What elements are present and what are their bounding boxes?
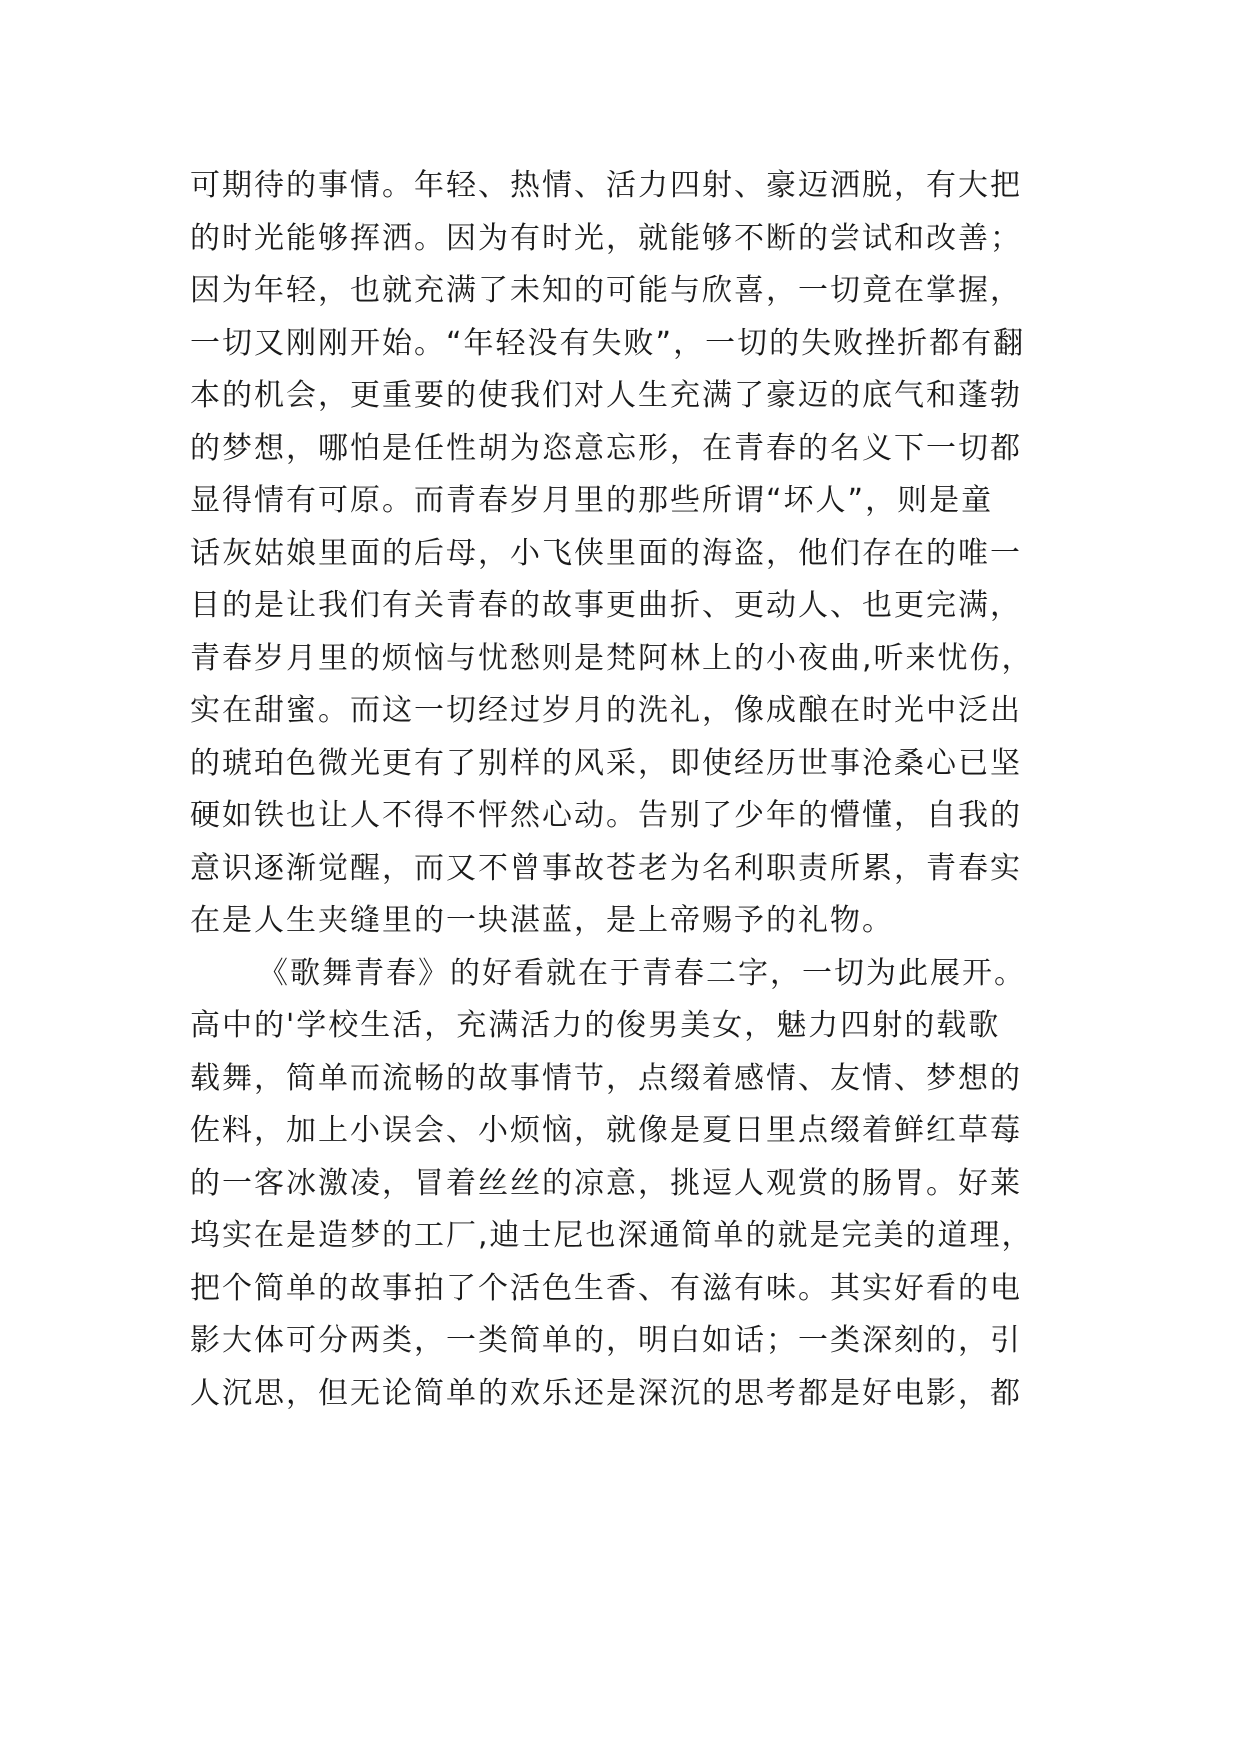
text-line: 把个简单的故事拍了个活色生香、有滋有味。其实好看的电 — [190, 1270, 1022, 1306]
text-line: 话灰姑娘里面的后母，小飞侠里面的海盗，他们存在的唯一 — [190, 535, 1022, 571]
text-line: 的时光能够挥洒。因为有时光，就能够不断的尝试和改善； — [190, 220, 1022, 256]
text-line: 实在甜蜜。而这一切经过岁月的洗礼，像成酿在时光中泛出 — [190, 693, 1022, 728]
text-line: 的琥珀色微光更有了别样的风采，即使经历世事沧桑心已坚 — [190, 745, 1022, 781]
text-line: 载舞，简单而流畅的故事情节，点缀着感情、友情、梦想的 — [190, 1060, 1022, 1096]
paragraph-first-line: 《歌舞青春》的好看就在于青春二字，一切为此展开。 — [258, 955, 1026, 991]
text-line: 影大体可分两类，一类简单的，明白如话；一类深刻的，引 — [190, 1323, 1022, 1358]
text-line: 显得情有可原。而青春岁月里的那些所谓“坏人”，则是童 — [190, 483, 994, 518]
text-line: 高中的'学校生活，充满活力的俊男美女，魅力四射的载歌 — [190, 1008, 1001, 1043]
text-line: 坞实在是造梦的工厂,迪士尼也深通简单的就是完美的道理， — [190, 1218, 1034, 1253]
text-line: 因为年轻，也就充满了未知的可能与欣喜，一切竟在掌握， — [190, 273, 1022, 308]
text-line: 目的是让我们有关青春的故事更曲折、更动人、也更完满， — [190, 588, 1022, 623]
text-line: 硬如铁也让人不得不怦然心动。告别了少年的懵懂，自我的 — [190, 798, 1022, 833]
text-line: 人沉思，但无论简单的欢乐还是深沉的思考都是好电影，都 — [190, 1375, 1022, 1411]
text-line: 的一客冰激凌，冒着丝丝的凉意，挑逗人观赏的肠胃。好莱 — [190, 1165, 1022, 1201]
body-text — [190, 160, 1070, 1420]
text-line: 本的机会，更重要的使我们对人生充满了豪迈的底气和蓬勃 — [190, 378, 1022, 413]
text-line: 的梦想，哪怕是任性胡为恣意忘形，在青春的名义下一切都 — [190, 430, 1022, 466]
text-line: 青春岁月里的烦恼与忧愁则是梵阿林上的小夜曲,听来忧伤， — [190, 640, 1034, 676]
text-line: 可期待的事情。年轻、热情、活力四射、豪迈洒脱，有大把 — [190, 168, 1022, 203]
text-line: 意识逐渐觉醒，而又不曾事故苍老为名利职责所累，青春实 — [190, 850, 1022, 886]
text-line: 在是人生夹缝里的一块湛蓝，是上帝赐予的礼物。 — [190, 903, 894, 938]
text-line: 佐料，加上小误会、小烦恼，就像是夏日里点缀着鲜红草莓 — [190, 1113, 1022, 1148]
text-line: 一切又刚刚开始。“年轻没有失败”，一切的失败挫折都有翻 — [190, 325, 1026, 361]
